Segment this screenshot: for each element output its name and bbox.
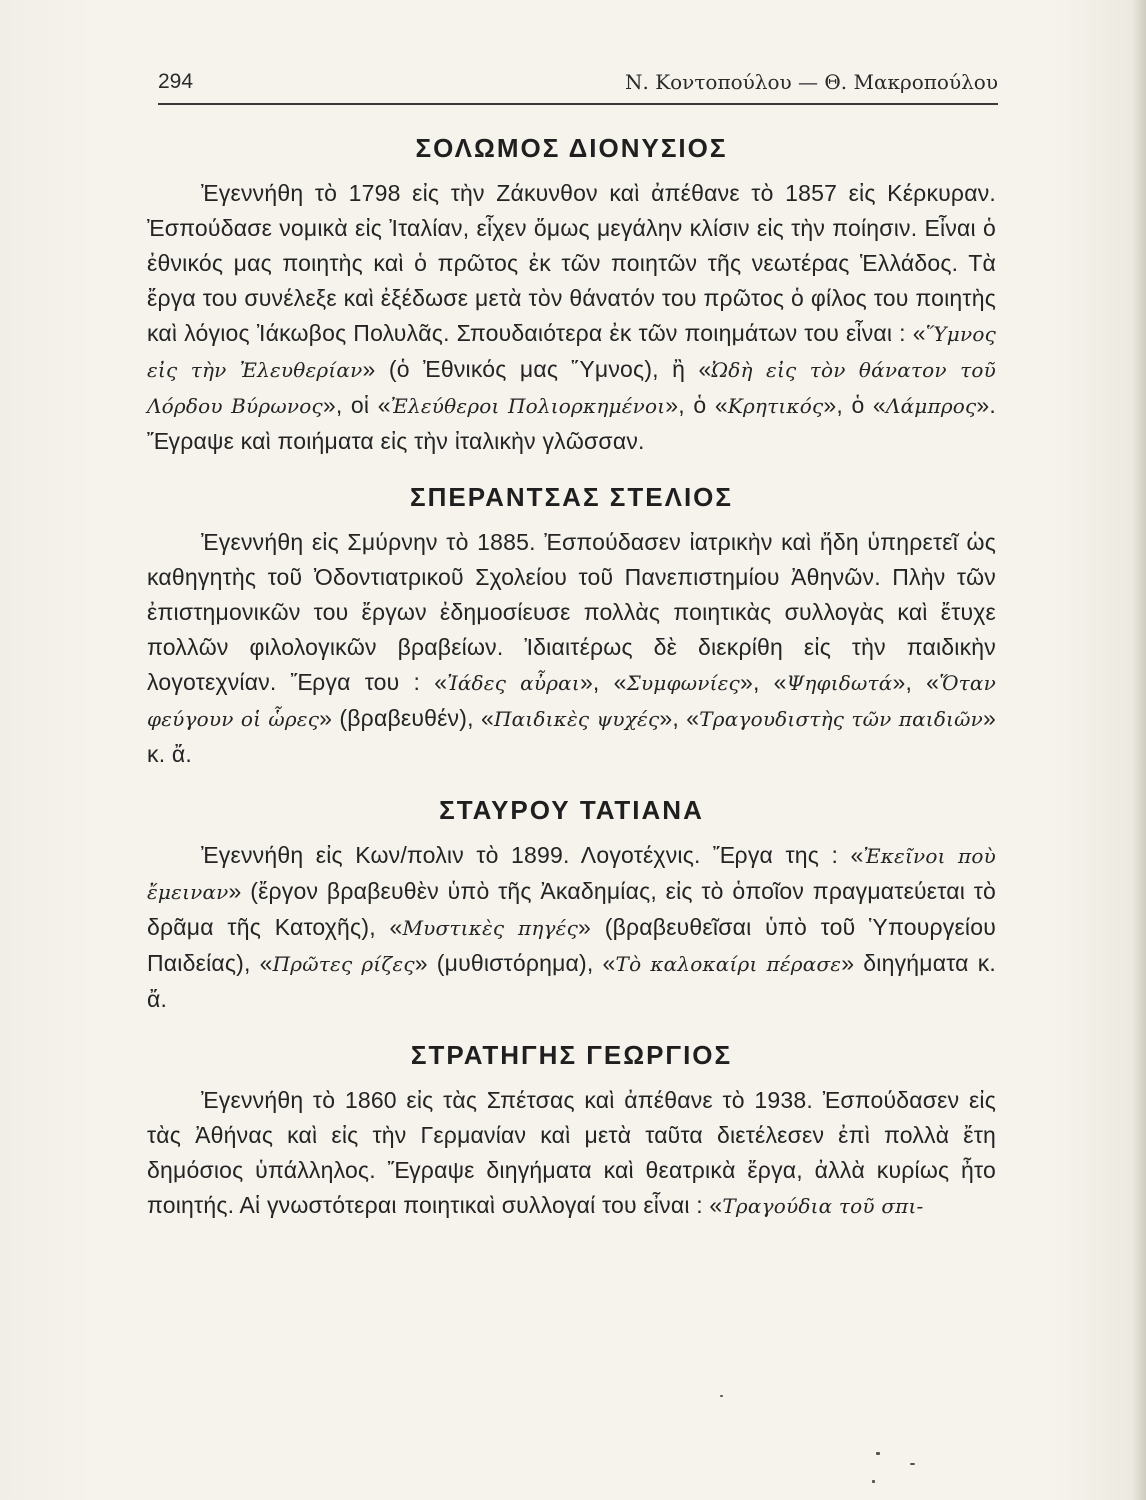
text-run: » κ. ἄ.: [147, 705, 996, 767]
entry-body: [147, 176, 996, 459]
text-run: Ἐγεννήθη εἰς Σμύρνην τὸ 1885. Ἐσπούδασεν ἰατρικὴν καὶ ἤδη ὑπηρετεῖ ὡς καθηγητὴς τοῦ Ὀδοντιατρικοῦ Σχολείου τοῦ Πανεπιστημίου Ἀθηνῶν. Πλὴν τῶν ἐπιστημονικῶν του ἔργων ἐδημοσίευσε πολλὰς ποιητικὰς συλλογὰς καὶ ἔτυχε πολλῶν φιλολογικῶν βραβείων. Ἰδιαιτέρως δὲ διεκρίθη εἰς τὴν παιδικὴν λογοτεχνίαν. Ἔργα του : «: [147, 529, 996, 695]
entry-solomos: [147, 124, 996, 459]
entry-heading: ΣΤΡΑΤΗΓΗΣ ΓΕΩΡΓΙΟΣ: [410, 1040, 733, 1070]
italic-title-run: Παιδικὲς ψυχές: [493, 707, 660, 731]
entry-sperantsas: [147, 473, 996, 772]
entry-heading: ΣΤΑΥΡΟΥ ΤΑΤΙΑΝΑ: [439, 795, 704, 825]
italic-title-run: Ὠδὴ εἰς τὸν θάνατον τοῦ Λόρδου Βύρωνος: [147, 358, 996, 418]
entry-stratigis: [147, 1031, 996, 1224]
entry-heading: ΣΟΛΩΜΟΣ ΔΙΟΝΥΣΙΟΣ: [415, 133, 728, 163]
italic-title-run: Τὸ καλοκαίρι πέρασε: [615, 952, 842, 976]
text-run: » (βραβευθέν), «: [319, 705, 494, 731]
text-run: Ἐγεννήθη εἰς Κων/πολιν τὸ 1899. Λογοτέχνις. Ἔργα της : «: [201, 842, 864, 868]
text-run: » (ἔργον βραβευθὲν ὑπὸ τῆς Ἀκαδημίας, εἰς τὸ ὁποῖον πραγματεύεται τὸ δρᾶμα τῆς Κατοχῆς), «: [147, 878, 996, 940]
entries-list: [147, 124, 996, 1238]
text-run: » διηγήματα κ. ἄ.: [147, 950, 996, 1012]
italic-title-run: Λάμπρος: [885, 394, 977, 418]
entry-heading: ΣΠΕΡΑΝΤΣΑΣ ΣΤΕΛΙΟΣ: [410, 482, 733, 512]
italic-title-run: Ὕμνος εἰς τὴν Ἐλευθερίαν: [147, 322, 996, 382]
italic-title-run: Κρητικός: [727, 394, 824, 418]
italic-title-run: Ἐκεῖνοι ποὺ ἔμειναν: [147, 844, 996, 904]
text-run: Ἐγεννήθη τὸ 1860 εἰς τὰς Σπέτσας καὶ ἀπέθανε τὸ 1938. Ἐσπούδασεν εἰς τὰς Ἀθήνας καὶ εἰς τὴν Γερμανίαν καὶ μετὰ ταῦτα διετέλεσεν ἐπὶ πολλὰ ἔτη δημόσιος ὑπάλληλος. Ἔγραψε διηγήματα καὶ θεατρικὰ ἔργα, ἀλλὰ κυρίως ἦτο ποιητής. Αἱ γνωστότεραι ποιητικαὶ συλλογαί του εἶναι : «: [147, 1087, 996, 1218]
text-run: », «: [579, 669, 627, 695]
italic-title-run: Ἐλεύθεροι Πολιορκημένοι: [390, 394, 666, 418]
text-run: Ἐγεννήθη τὸ 1798 εἰς τὴν Ζάκυνθον καὶ ἀπέθανε τὸ 1857 εἰς Κέρκυραν. Ἐσπούδασε νομικὰ εἰς Ἰταλίαν, εἶχεν ὅμως μεγάλην κλίσιν εἰς τὴν ποίησιν. Εἶναι ὁ ἐθνικός μας ποιητὴς καὶ ὁ πρῶτος ἐκ τῶν ποιητῶν τῆς νεωτέρας Ἑλλάδος. Τὰ ἔργα του συνέλεξε καὶ ἐξέδωσε μετὰ τὸν θάνατόν του πρῶτος ὁ φίλος του ποιητὴς καὶ λόγιος Ἰάκωβος Πολυλᾶς. Σπουδαιότερα ἐκ τῶν ποιημάτων του εἶναι : «: [147, 180, 996, 346]
text-run: ». Ἔγραψε καὶ ποιήματα εἰς τὴν ἰταλικὴν γλῶσσαν.: [147, 392, 997, 454]
italic-title-run: Μυστικὲς πηγές: [402, 916, 579, 940]
text-run: » (μυθιστόρημα), «: [414, 950, 616, 976]
header-rule: [158, 103, 998, 105]
italic-title-run: Ἰάδες αὖραι: [447, 671, 580, 695]
text-run: », ὁ «: [665, 392, 728, 418]
italic-title-run: Ὅταν φεύγουν οἱ ὧρες: [147, 671, 996, 731]
entry-body: [147, 1083, 996, 1224]
italic-title-run: Τραγουδιστὴς τῶν παιδιῶν: [699, 707, 983, 731]
text-run: », «: [739, 669, 787, 695]
italic-title-run: Ψηφιδωτά: [786, 671, 893, 695]
text-run: » (ὁ Ἐθνικός μας Ὕμνος), ἢ «: [362, 356, 712, 382]
page-number: 294: [158, 70, 194, 93]
entry-body: [147, 525, 996, 772]
text-run: », «: [659, 705, 700, 731]
text-run: », οἱ «: [322, 392, 391, 418]
text-run: », «: [892, 669, 940, 695]
entry-stavrou: [147, 786, 996, 1017]
page-header: [158, 70, 998, 100]
italic-title-run: Τραγούδια τοῦ σπι-: [722, 1194, 924, 1218]
page-edge-shadow: [1132, 0, 1146, 1500]
text-run: » (βραβευθεῖσαι ὑπὸ τοῦ Ὑπουργείου Παιδείας), «: [147, 914, 996, 976]
entry-body: [147, 838, 996, 1017]
italic-title-run: Συμφωνίες: [626, 671, 740, 695]
running-head: Ν. Κοντοπούλου — Θ. Μακροπούλου: [624, 70, 998, 94]
italic-title-run: Πρῶτες ρίζες: [272, 952, 415, 976]
text-run: », ὁ «: [823, 392, 886, 418]
